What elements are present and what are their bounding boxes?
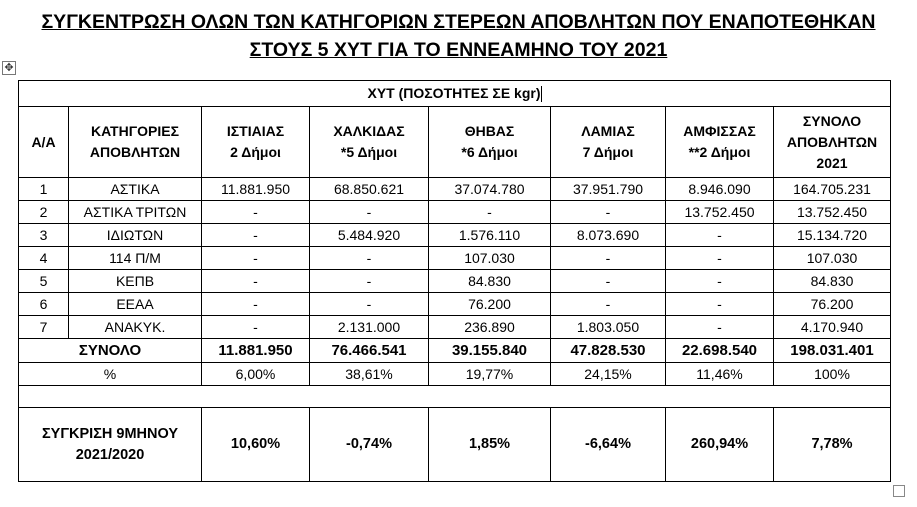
comparison-amfissas-cell[interactable]: 260,94% xyxy=(666,408,774,482)
chalkidas-cell[interactable]: 2.131.000 xyxy=(310,316,429,339)
column-header-thivas[interactable]: ΘΗΒΑΣ *6 Δήμοι xyxy=(429,107,551,178)
istiaias-cell[interactable]: - xyxy=(202,293,310,316)
row-number-cell[interactable]: 6 xyxy=(19,293,69,316)
total-lamias-cell[interactable]: 47.828.530 xyxy=(551,339,666,363)
row-number-cell[interactable]: 1 xyxy=(19,178,69,201)
thivas-cell[interactable]: 236.890 xyxy=(429,316,551,339)
istiaias-cell[interactable]: - xyxy=(202,224,310,247)
row-number-cell[interactable]: 2 xyxy=(19,201,69,224)
table-row xyxy=(19,316,891,339)
istiaias-cell[interactable]: - xyxy=(202,201,310,224)
comparison-total-cell[interactable]: 7,78% xyxy=(774,408,891,482)
comparison-lamias-cell[interactable]: -6,64% xyxy=(551,408,666,482)
category-cell[interactable]: ΑΝΑΚΥΚ. xyxy=(69,316,202,339)
amfissas-cell[interactable]: - xyxy=(666,224,774,247)
total-cell[interactable]: 84.830 xyxy=(774,270,891,293)
chalkidas-cell[interactable]: 68.850.621 xyxy=(310,178,429,201)
amfissas-cell[interactable]: - xyxy=(666,316,774,339)
text-cursor xyxy=(541,86,542,102)
column-header-amfissas[interactable]: ΑΜΦΙΣΣΑΣ **2 Δήμοι xyxy=(666,107,774,178)
amfissas-cell[interactable]: 8.946.090 xyxy=(666,178,774,201)
lamias-cell[interactable]: 37.951.790 xyxy=(551,178,666,201)
total-label-cell[interactable]: ΣΥΝΟΛΟ xyxy=(19,339,202,363)
total-cell[interactable]: 15.134.720 xyxy=(774,224,891,247)
table-row xyxy=(19,178,891,201)
row-number-cell[interactable]: 5 xyxy=(19,270,69,293)
thivas-cell[interactable]: 76.200 xyxy=(429,293,551,316)
chalkidas-cell[interactable]: 5.484.920 xyxy=(310,224,429,247)
lamias-cell[interactable]: 1.803.050 xyxy=(551,316,666,339)
lamias-cell[interactable]: 8.073.690 xyxy=(551,224,666,247)
column-header-aa[interactable]: Α/Α xyxy=(19,107,69,178)
row-number-cell[interactable]: 3 xyxy=(19,224,69,247)
move-arrows-icon[interactable]: ✥ xyxy=(2,61,16,75)
empty-cell[interactable] xyxy=(19,386,891,408)
category-cell[interactable]: ΚΕΠΒ xyxy=(69,270,202,293)
amfissas-cell[interactable]: - xyxy=(666,270,774,293)
istiaias-cell[interactable]: - xyxy=(202,247,310,270)
group-header-label: ΧΥΤ (ΠΟΣΟΤΗΤΕΣ ΣΕ kgr) xyxy=(367,84,541,101)
percent-label-cell[interactable]: % xyxy=(19,363,202,386)
percent-amfissas-cell[interactable]: 11,46% xyxy=(666,363,774,386)
title-line-1: ΣΥΓΚΕΝΤΡΩΣΗ ΟΛΩΝ ΤΩΝ ΚΑΤΗΓΟΡΙΩΝ ΣΤΕΡΕΩΝ ΑΠΟΒΛΗΤΩΝ ΠΟΥ ΕΝΑΠΟΤΕΘΗΚΑΝ xyxy=(41,11,876,33)
comparison-chalkidas-cell[interactable]: -0,74% xyxy=(310,408,429,482)
column-header-chalkidas[interactable]: ΧΑΛΚΙΔΑΣ *5 Δήμοι xyxy=(310,107,429,178)
waste-summary-table xyxy=(18,80,891,482)
istiaias-cell[interactable]: - xyxy=(202,316,310,339)
comparison-row xyxy=(19,408,891,482)
istiaias-cell[interactable]: 11.881.950 xyxy=(202,178,310,201)
total-row xyxy=(19,339,891,363)
category-cell[interactable]: ΙΔΙΩΤΩΝ xyxy=(69,224,202,247)
amfissas-cell[interactable]: - xyxy=(666,293,774,316)
total-cell[interactable]: 107.030 xyxy=(774,247,891,270)
percent-thivas-cell[interactable]: 19,77% xyxy=(429,363,551,386)
document-title xyxy=(0,8,917,64)
total-amfissas-cell[interactable]: 22.698.540 xyxy=(666,339,774,363)
istiaias-cell[interactable]: - xyxy=(202,270,310,293)
amfissas-cell[interactable]: - xyxy=(666,247,774,270)
category-cell[interactable]: 114 Π/Μ xyxy=(69,247,202,270)
thivas-cell[interactable]: 107.030 xyxy=(429,247,551,270)
total-cell[interactable]: 13.752.450 xyxy=(774,201,891,224)
resize-square-icon[interactable] xyxy=(893,485,905,497)
comparison-istiaias-cell[interactable]: 10,60% xyxy=(202,408,310,482)
chalkidas-cell[interactable]: - xyxy=(310,293,429,316)
table-row xyxy=(19,293,891,316)
column-header-row xyxy=(19,107,891,178)
total-istiaias-cell[interactable]: 11.881.950 xyxy=(202,339,310,363)
percent-chalkidas-cell[interactable]: 38,61% xyxy=(310,363,429,386)
category-cell[interactable]: ΑΣΤΙΚΑ xyxy=(69,178,202,201)
thivas-cell[interactable]: 37.074.780 xyxy=(429,178,551,201)
table-row xyxy=(19,224,891,247)
comparison-thivas-cell[interactable]: 1,85% xyxy=(429,408,551,482)
percent-istiaias-cell[interactable]: 6,00% xyxy=(202,363,310,386)
chalkidas-cell[interactable]: - xyxy=(310,247,429,270)
row-number-cell[interactable]: 4 xyxy=(19,247,69,270)
column-header-total[interactable]: ΣΥΝΟΛΟ ΑΠΟΒΛΗΤΩΝ 2021 xyxy=(774,107,891,178)
lamias-cell[interactable]: - xyxy=(551,247,666,270)
thivas-cell[interactable]: - xyxy=(429,201,551,224)
thivas-cell[interactable]: 1.576.110 xyxy=(429,224,551,247)
title-line-2: ΣΤΟΥΣ 5 ΧΥΤ ΓΙΑ ΤΟ ΕΝΝΕΑΜΗΝΟ ΤΟΥ 2021 xyxy=(249,39,668,61)
group-header-cell[interactable] xyxy=(19,81,891,107)
total-chalkidas-cell[interactable]: 76.466.541 xyxy=(310,339,429,363)
table-row xyxy=(19,201,891,224)
table-row xyxy=(19,270,891,293)
category-cell[interactable]: ΑΣΤΙΚΑ ΤΡΙΤΩΝ xyxy=(69,201,202,224)
lamias-cell[interactable]: - xyxy=(551,293,666,316)
total-cell[interactable]: 76.200 xyxy=(774,293,891,316)
comparison-label-cell[interactable]: ΣΥΓΚΡΙΣΗ 9ΜΗΝΟΥ 2021/2020 xyxy=(19,408,202,482)
row-number-cell[interactable]: 7 xyxy=(19,316,69,339)
total-thivas-cell[interactable]: 39.155.840 xyxy=(429,339,551,363)
chalkidas-cell[interactable]: - xyxy=(310,270,429,293)
amfissas-cell[interactable]: 13.752.450 xyxy=(666,201,774,224)
total-cell[interactable]: 4.170.940 xyxy=(774,316,891,339)
percent-total-cell[interactable]: 100% xyxy=(774,363,891,386)
percent-lamias-cell[interactable]: 24,15% xyxy=(551,363,666,386)
chalkidas-cell[interactable]: - xyxy=(310,201,429,224)
table-row xyxy=(19,247,891,270)
percent-row xyxy=(19,363,891,386)
empty-row xyxy=(19,386,891,408)
column-header-lamias[interactable]: ΛΑΜΙΑΣ 7 Δήμοι xyxy=(551,107,666,178)
lamias-cell[interactable]: - xyxy=(551,201,666,224)
thivas-cell[interactable]: 84.830 xyxy=(429,270,551,293)
total-cell[interactable]: 164.705.231 xyxy=(774,178,891,201)
group-header-row xyxy=(19,81,891,107)
column-header-istiaias[interactable]: ΙΣΤΙΑΙΑΣ 2 Δήμοι xyxy=(202,107,310,178)
column-header-category[interactable]: ΚΑΤΗΓΟΡΙΕΣ ΑΠΟΒΛΗΤΩΝ xyxy=(69,107,202,178)
category-cell[interactable]: ΕΕΑΑ xyxy=(69,293,202,316)
lamias-cell[interactable]: - xyxy=(551,270,666,293)
total-total-cell[interactable]: 198.031.401 xyxy=(774,339,891,363)
